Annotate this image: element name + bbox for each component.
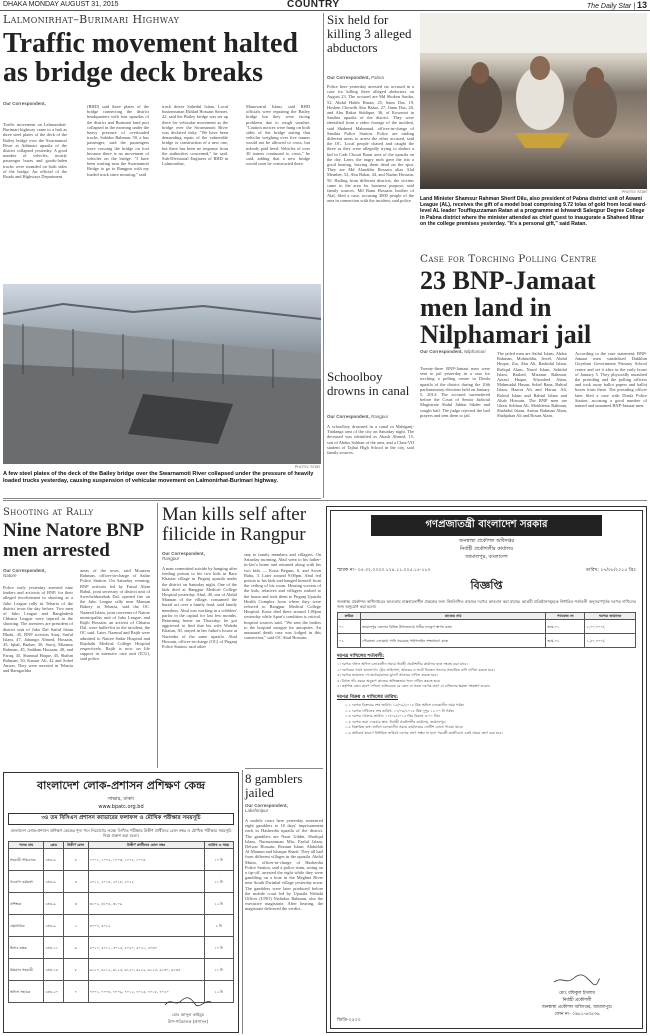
table-cell-post: গ্রন্থাগারিক [9,915,44,937]
table-cell-post: উচ্চমান সহকারী [9,959,44,981]
govt-table-wrap [337,612,636,648]
minister-photo-credit: PHOTO: STAR [621,190,647,194]
table-header-cell: উত্তীর্ণ রোল [63,842,88,849]
story5-headline: Nine Natore BNP men arrested [3,520,144,561]
govt-office: নির্বাহী প্রকৌশলীর কার্যালয় [459,546,514,552]
govt-memo: স্মারক নং- ৩৫.৩২.০০০০.১২৪.১১.০০৫.১৫-১৮০ [337,568,431,573]
story4-byline-name: Our Correspondent, [420,349,463,354]
story2-dateline: Pabna [371,75,385,80]
table-cell-amt: ১,৫০,০০০/- [585,634,636,648]
table-header-cell: কাজের নাম [361,613,546,620]
table-cell-grade: গ্রেড-৯ [44,871,64,893]
divider [245,768,323,769]
table-cell-rolls: ২০১১, ২০১৪, ২০১৮, ২০২২ [88,871,204,893]
story1-col4: Manowarul Islam, said RHD officials were repairing the Bailey bridge but they were facing problems due to rough weather. "Caution notices were hung on both sides of the bridge stating that vehicles weighing over five tonnes would not be allowed to cross, but nobody paid heed. Vehicles of over 30 tonnes continued to cross," he said, adding that a new bridge would soon be constructed there. [246,104,310,167]
table-cell-post: সহকারী পরিচালক [9,849,44,871]
table-cell-count: ৬ [63,937,88,959]
bpatc-table-body [9,849,234,1003]
table-header-cell: পদের নাম [9,842,44,849]
govt-memo-row [337,566,636,574]
story5-byline [3,568,73,578]
story4-byline [420,349,490,354]
story1-col3: truck driver Sahedul Islam. Local businessman Ekhlad Hossain Sonnet, 42, said the Bailey bridge was set up there for vehicular movement as the bridge over the Swarnamoti River was declared risky. "We have been demanding repair of the vulnerable bridge or construction of a new one, but there has been no response from the authorities concerned," he said. Sub-Divisional Engineer of RHD in Lalmonirhat, [162,104,228,167]
govt-footer-code: জিডি-২৫০০ [337,1018,361,1023]
govt-sign-name: মোঃ রফিকুল ইসলাম [558,991,595,996]
story6-byline-name: Our Correspondent, [162,551,205,556]
govt-notice-title: বিজ্ঞপ্তি [470,579,503,592]
govt-terms-list [337,662,636,689]
table-row [9,959,234,981]
term-item: ৫। কর্তৃপক্ষ কোন কারণ দর্শানো ব্যতিরেকে যে কোন বা সকল দরপত্র গ্রহণ বা বাতিলের ক্ষমতা সংরক্ষণ করেন। [337,684,491,689]
table-header-cell: তারিখ ও সময় [204,842,233,849]
table-cell-post: অফিস সহায়ক [9,981,44,1003]
bpatc-website: www.bpatc.org.bd [98,804,144,810]
govt-sign-org: জনস্বাস্থ্য প্রকৌশল অধিদপ্তর, জামালপুর। [541,1005,613,1010]
story4-col2: The jailed men are Saiful Islam, Abdur Rahman, Mohiuddin, Jewel, Abdul Hoque, Zia, Abu Ali, Rashidul Islam, Rafiqul Alam, Nurul Islam, Sohidul Islam, Rashed, Mizanur Rahman, Azizul Haque, Khorshed Alam, Mahmudul Hasan, Sohel Rana, Rabiul Islam, Hazrat Ali and Harun. Ali, Robiul Islam and Rabiul Islam and Altab Hossain. The BNP men are Ghazi Sobhan Ali, Mokhlesur Rahman, Shahidul Islam, Anisur Rahman Alam, Shahjahan Ali and Rosan Alam. [497,351,567,419]
table-cell-count: ৩ [63,893,88,915]
story4-kicker: Case for Torching Polling Centre [420,253,597,265]
story5-col2: areas of the town, said Moazem Rahman, officer-in-charge of Sadar Police Station. On Saturday evening, BNP activists led by Faisal Alam Babul, joint secretary of district unit of Swechchhasebak Dal, opened fire on the Jubo League rally near Mamun Bakery at Tebaria, said the OC. Nazmul Islam, joint convener of Natore municipality unit of Jubo League, and Rajib Hossain, an activist of Chhatra Dal, were bullet-hit in the incident, the OC said. Later, Nazmul and Rajib were admitted to Natore Sadar Hospital and Rajshahi Medical College Hospital respectively. Rajib is now on life support in intensive care unit (ICU), said police. [80,568,150,662]
section-name: COUNTRY [287,0,340,10]
table-cell-pkg: জাম-০১ [546,620,585,634]
story3-dateline: Rangpur [371,414,389,419]
term-item: ১.৬ অনিবার্য কারণে নির্ধারিত তারিখে দরপত্র গ্রহণ সম্ভব না হলে পরবর্তী কার্যদিবসে একই সময়ে গ্রহণ করা হবে। [345,730,503,735]
govt-sign-title: নির্বাহী প্রকৌশলী [562,998,592,1003]
table-cell-count: ৭ [63,981,88,1003]
table-cell-work: জামালপুর জেলার বিভিন্ন উপজেলায় গভীর নলকূপ স্থাপন কাজ [361,620,546,634]
table-cell-time: ২ টা [204,915,233,937]
story7-byline [245,803,323,813]
bridge-photo-caption: A few steel plates of the deck of the Bailey bridge over the Swarnamoti River collapsed under the pressure of heavily loaded trucks yesterday, causing suspension of vehicular movement on Lalmonirhat-Burimari highway. [3,471,314,484]
bpatc-table-header [9,842,234,849]
term-item: ১.২ দরপত্র দাখিলের শেষ তারিখ: ১৭/০৯/২০১৫ খ্রিঃ দুপুর ১২.০০ টা পর্যন্ত। [345,708,455,713]
story6-byline [162,551,242,561]
term-item: ৪। বিগত পাঁচ বছরে অনুরূপ কাজের অভিজ্ঞতার সনদ দাখিল করতে হবে। [337,678,441,683]
story1-headline: Traffic movement halted as bridge deck breaks [3,28,298,88]
govt-tender-advertisement [326,506,647,1033]
story1-kicker: Lalmonirhat–Burimari Highway [3,13,180,26]
table-cell-rolls: ৫০১০, ৫০১১, ৫০১৫, ৫০২০, ৫০২১, ৫০৩০ [88,937,204,959]
table-cell-sl: ০২ [338,634,361,648]
table-cell-time: ১১ টা [204,959,233,981]
story6-col1: A man committed suicide by hanging after feeding poison to his two kids in Baro Khatazi village in Pirganj upazila under the district on Saturday night. One of the kids died at Rangpur Medical College Hospital yesterday. Abul, 40, son of Abdul Mannan of the village, consumed the burial act over a family feud, said family members. Abul was working in a cobblers' parlor in the capital for last few months. Returning home on Thursday, he got aggrieved to find that his wife Waleda Khatun, 30, stayed in her father's house at Narendra of the same upazila. Abul Hossain, officer-in-charge (OC) of Pirganj Police Station, said other [162,566,237,650]
minister-photo-caption: Land Minister Shamsur Rahman Sherif Dilu, also president of Pabna district unit of Awami League (AL), receives the gift of a model boat comprising 9.72 tolas of gold from local ward-level AL leader Touffiquzzaman Ratan at a programme at Ishwardi Saleqpur Degree College in Pabna district where the minister attended as chief guest to inaugurate a Shaheed Minar on the college premises yesterday. "It's a personal gift," said Ratan. [420,196,647,227]
table-cell-time: ১২ টা [204,981,233,1003]
table-cell-count: ৪ [63,871,88,893]
minister-photo-graphic [420,13,647,189]
masthead-date: DHAKA MONDAY AUGUST 31, 2015 [3,1,119,8]
table-row [9,849,234,871]
bridge-photo-graphic [3,284,321,464]
bpatc-banner: ৩৪ তম বিসিএস প্রশাসন ক্যাডারের ফলাফল ও মৌখিক পরীক্ষার সময়সূচি [8,813,234,825]
paper-name: The Daily Star [586,3,632,10]
govt-signature-scribble [552,974,602,986]
table-cell-post: গবেষণা কর্মকর্তা [9,871,44,893]
table-cell-rolls: ৩১০২, ৩১০৫, ৩১০৯ [88,893,204,915]
story7-byline-name: Our Correspondent, [245,803,288,808]
table-header-cell: ক্রমিক [338,613,361,620]
table-row [9,915,234,937]
story5-kicker: Shooting at Rally [3,507,94,518]
table-row [9,937,234,959]
bpatc-sign-title: উপ-পরিচালক (প্রশাসন) [167,1019,209,1024]
table-cell-rolls: ৭০০১, ৭০০৪, ৭০০৯, ৭০১২, ৭০১৫, ৭০১৮, ৭০২০ [88,981,204,1003]
table-header-cell: দরপত্র জামানত [585,613,636,620]
govt-table [337,612,636,648]
table-cell-grade: গ্রেড-৯ [44,915,64,937]
story3-byline-name: Our Correspondent, [327,414,370,419]
story2-byline-name: Our Correspondent, [327,75,370,80]
term-item: ১। দরপত্র দলিল অফিস চলাকালীন সময়ে নির্বাহী প্রকৌশলীর কার্যালয় হতে সংগ্রহ করা যাবে। [337,662,468,666]
table-cell-count: ৫ [63,849,88,871]
bpatc-signature-scribble [163,996,213,1008]
table-cell-work: পৌরসভা এলাকায় পানি সরবরাহ পাইপলাইন সম্প্রসারণ কাজ [361,634,546,648]
table-cell-time: ১০ টা [204,849,233,871]
story7-dateline: Lakshmipur [245,808,269,813]
govt-title: গণপ্রজাতন্ত্রী বাংলাদেশ সরকার [371,515,602,536]
table-cell-grade: গ্রেড-৯ [44,849,64,871]
table-cell-amt: ২,০০,০০০/- [585,620,636,634]
table-cell-grade: গ্রেড-১১ [44,937,64,959]
govt-addr: জামালপুর, বাংলাদেশ [465,554,508,560]
table-cell-time: ১১ টা [204,871,233,893]
table-row [9,871,234,893]
story4-col3: According to the case statement, BNP-Jamaat men vandalised Dakkhin Goyabari Government Primary School centre and set it afire in the early hours of January 5. They physically assaulted the presiding and the polling officers and took away ballot papers and ballot boxes from there. The presiding officer later filed a case with Dimla Police Station, accusing a good number of named and unnamed BNP-Jamaat men. [575,351,647,409]
term-item: ২। দরপত্রের সাথে হালনাগাদ ট্রেড লাইসেন্স, আয়কর ও ভ্যাট নিবন্ধন সনদের সত্যায়িত কপি দাখিল করতে হবে। [337,667,495,672]
bpatc-advertisement [3,772,239,1033]
story4-col1: Twenty-three BNP-Jamaat men were sent to jail yesterday in a case for torching a polling centre in Dimla upazila of the district during the 10th parliamentary elections held on January 5, 2014. The accused surrendered before the Court of Senior Judicial Magistrate Abdul Jabbar Sikder and sought bail. The judge rejected the bail prayers and sent them to jail. [420,366,490,418]
story3-headline: Schoolboy drowns in canal [327,369,410,398]
table-cell-rolls: ৬১১০, ৬১১২, ৬১১৫, ৬১২০, ৬১২২, ৬১২৫, ৬১৩০, ৬১৩৫ [88,959,204,981]
bpatc-sign-name: মোঃ আব্দুল কাইয়ুম [171,1012,205,1017]
table-cell-grade: গ্রেড-৯ [44,893,64,915]
term-item: ১.৪ দরপত্র জমা দেওয়ার স্থান: নির্বাহী প্রকৌশলীর কার্যালয়, জামালপুর। [345,719,446,724]
table-cell-grade: গ্রেড-২০ [44,981,64,1003]
page-folio: The Daily Star | 13 [586,0,647,10]
table-header-cell: উত্তীর্ণ প্রার্থীদের রোল নম্বর [88,842,204,849]
table-cell-pkg: জাম-০২ [546,634,585,648]
story2-byline [327,75,417,80]
term-item: ১.৫ বিস্তারিত তথ্য অফিস চলাকালীন সময়ে কার্যালয়ের নোটিশ বোর্ডে পাওয়া যাবে। [345,725,464,730]
govt-dept: জনস্বাস্থ্য প্রকৌশল অধিদপ্তর [458,538,515,544]
story1-col1: Traffic movement on Lalmonirhat-Burimari highway came to a halt as three steel plates of the deck of the Bailey bridge over the Swarnamoti River at Aditmari upazila of the district collapsed yesterday. A good number of vehicles, mostly passenger buses and goods-laden trucks were stranded on both sides of the bridge. An official of the Roads and Highways Department [3,122,67,180]
story1-byline: Our Correspondent, [3,101,46,106]
story3-byline [327,414,417,419]
column-rule [157,503,158,768]
story7-headline: 8 gamblers jailed [245,771,303,800]
term-item: ১.১ দরপত্র বিক্রয়ের শেষ তারিখ: ১৬/০৯/২০১৫ খ্রিঃ অফিস চলাকালীন সময় পর্যন্ত। [345,702,465,707]
table-cell-grade: গ্রেড-১৪ [44,959,64,981]
story6-col2: stay to family members and villagers. On Saturday morning, Abul went to his father-in-law's home and returned along with his two kids — Kona Begum, 6, and Swon Babu, 3. Later around 9:00pm, Abul fed poison to his kids and hanged himself from the ceiling of his room. Hearing scream of the kids, relatives and villagers rushed to the house and took them to Pirganj Upazila Health Complex from where they were referred to Rangpur Medical College Hospital. Kona died there around 1:00pm yesterday while Apon's condition is critical, hospital sources said. "We sent the bodies to the hospital morgue for autopsies. An unnatural death case was lodged in this connection," said OC Abul Hossain. [244,552,321,641]
divider [3,498,321,499]
minister-photo [420,13,647,189]
term-item: ১.৩ দরপত্র খোলার তারিখ: ১৭/০৯/২০১৫ খ্রিঃ বিকাল ৩.০০ টায়। [345,714,441,719]
story1-col2: (RHD) said three plates of the bridge connecting the district headquarters with four upazilas of the district and Burimari land port collapsed in the morning under the heavy pressure of overloaded trucks. Sahidur Rahman, 50, a bus passenger, said the passengers were crossing the bridge on foot because there is no movement of vehicles on the bridge. "I have been waiting near the Swarnamoti Bridge to go to Rangpur with my loaded truck since morning," said [87,104,149,177]
table-row [9,893,234,915]
story4-headline: 23 BNP-Jamaat men land in Nilphamari jail [420,266,596,349]
table-header-cell: গ্রেড [44,842,64,849]
table-cell-post: প্রশিক্ষক [9,893,44,915]
bridge-photo [3,284,321,464]
story7-body: A mobile court here yesterday sentenced eight gamblers to 10 days' imprisonment each in Hasherdia upazila of the district. The gamblers are Nasir Uddin, Shafiqul Islam, Nurnuzzaman Mia, Fazlul Islam, Delwar Hossain, Rezaun Islam, Abdullah Al-Mamun and Ishaque Sharif. They all hail from different villages in the upazila. Abdul Mutin, officer-in-charge of Hasherdia Police Station, said a police team, acting on a tip-off, arrested the eight while they were gambling on a boat in the Meghna River near South Dwinkal village yesterday noon. The gamblers were later produced before the mobile court led by Upazila Nirbahi Officer (UNO) Nishakor Rahman, also the executive magistrate. After hearing, the magistrate delivered the verdict. [245,818,323,912]
story2-headline: Six held for killing 3 alleged abductors [327,12,412,55]
table-cell-count: ৮ [63,959,88,981]
bpatc-intro: বাংলাদেশ লোক-প্রশাসন প্রশিক্ষণ কেন্দ্রের শূন্য পদে নিয়োগের লক্ষ্যে লিখিত পরীক্ষায় উত্তীর্ণ প্রার্থীদের রোল নম্বর ও মৌখিক পরীক্ষার সময়সূচি নিম্নে প্রকাশ করা হলো। [10,828,232,838]
govt-intro: জনস্বাস্থ্য প্রকৌশল অধিদপ্তরের আওতায় বাস্তবায়নাধীন প্রকল্পের জন্য নিম্নলিখিত কাজের দরপত্র আহবান করা যাচ্ছে। আগ্রহী প্রতিষ্ঠানসমূহকে নির্ধারিত শর্তাবলী অনুসরণপূর্বক দরপত্র দাখিলের জন্য অনুরোধ করা হলো। [337,599,636,609]
page-number: 13 [636,0,647,10]
story5-byline-name: Our Correspondent, [3,568,46,573]
bpatc-org: বাংলাদেশ লোক-প্রশাসন প্রশিক্ষণ কেন্দ্র [37,779,205,792]
govt-terms2-list [345,703,636,736]
bpatc-table-wrap [8,841,234,1003]
divider [3,500,647,501]
story4-dateline: Nilphamari [464,349,486,354]
govt-ad-frame [330,510,643,1029]
govt-section1-heading: দরপত্র দাখিলের শর্তাবলী: [337,654,385,659]
govt-table-header [338,613,636,620]
govt-table-body [338,620,636,648]
govt-section2-heading: দরপত্র বিক্রয় ও দাখিলের তারিখ: [337,694,398,700]
table-cell-time: ১০ টা [204,937,233,959]
column-rule [323,13,324,498]
table-cell-rolls: ১০০১, ১০০২, ১০০৩, ১০০৫, ১০০৬ [88,849,204,871]
bpatc-addr: সাভার, ঢাকা। [107,796,135,802]
table-cell-sl: ০১ [338,620,361,634]
bpatc-table [8,841,234,1003]
table-cell-time: ১২ টা [204,893,233,915]
story5-dateline: Natore [3,573,17,578]
story5-col1: Police early yesterday arrested nine leaders and activists of BNP, for their alleged involvement in shooting at a Jubo League rally in Tebaria of the district town the day before. Two men of Jubo League and Bangladesh Chhatra League were injured in the shooting. The arrestees are president of district unit of Jubo Dal Saiful Islam Bhabi, 45, BNP activists Siraj, Saiful Islam, 47, Jahangir Ahmed, Hossain, 45, Iqbal, Bashar, 30, Soroj, Mizanur Rahman, 45, Saddam Hossain, 40, and Faruq, 45, Shamsul Haque, 45, Shahin Rahman, 50, Kausar Ali, 42 and Sohel Anwar. They were arrested in Tebaria and Baragachha [3,585,73,674]
page-masthead [0,0,650,11]
table-cell-count: ২ [63,915,88,937]
govt-signature [522,971,632,1018]
table-cell-rolls: ৪০০৭, ৪০১২ [88,915,204,937]
term-item: ৩। দরপত্র জামানত পে-অর্ডার/ব্যাংক ড্রাফট আকারে দাখিল করতে হবে। [337,673,438,678]
story2-body: Police here yesterday arrested six accused in a case for killing three alleged abductors on August 23. The accused are Md Shoken Sardar, 52, Abdul Habib Hasan, 25, Saim Das, 19, Hoshen Chowdh Abu Bakar, 27, Jinnu Das, 20, and Abu Bakar Siddique, 36, of Kosomoi in Santhia upazila of the district. They were identified from a video footage of the incident, said Shaheed Mahamud, officer-in-charge of Santhia Police Station. Police are raiding different areas to arrest the other accused, said the OC. Local people chased and caught the three as they were allegedly trying to abduct a kid in Cadt Chorai Burai area of the upazila on the day. Later, the angry mob gave the trio a good beating, leaving them dead on the spot. They are Md Alauddin Hossain alias Alal Member, 52, Abu Bakar, 44, and Nazim Hossain, 50. Hailing from different districts, the victims came to the area for business purpose, said family sources. Md Banu Hossain, brother of Alal, filed a case, accusing 3000 people of the area in connection with the incident, said police. [327,84,414,204]
bpatc-signature [148,993,228,1026]
govt-date: তারিখ: ২৭/০৮/২০১৫ খ্রিঃ [585,568,636,573]
table-header-cell: প্যাকেজ নং [546,613,585,620]
story6-headline: Man kills self after filicide in Rangpur [162,504,307,545]
story6-dateline: Rangpur [162,556,180,561]
bridge-photo-credit: PHOTO: STAR [294,465,320,469]
table-cell-post: হিসাব রক্ষক [9,937,44,959]
govt-sign-phone: ফোন নং- ০৯৮১-৬৩৫৩৬ [554,1012,600,1017]
column-rule [242,770,243,1034]
story3-body: A schoolboy drowned in a canal in Mahiganj-Tindanga area of the city on Saturday night. The deceased was identified as Akash Ahmed, 15, son of Abdus Sobhan of the area, and a Class-VII student of Tajhat High School in the city, said family sources. [327,424,414,456]
table-row [338,620,636,634]
table-row [338,634,636,648]
